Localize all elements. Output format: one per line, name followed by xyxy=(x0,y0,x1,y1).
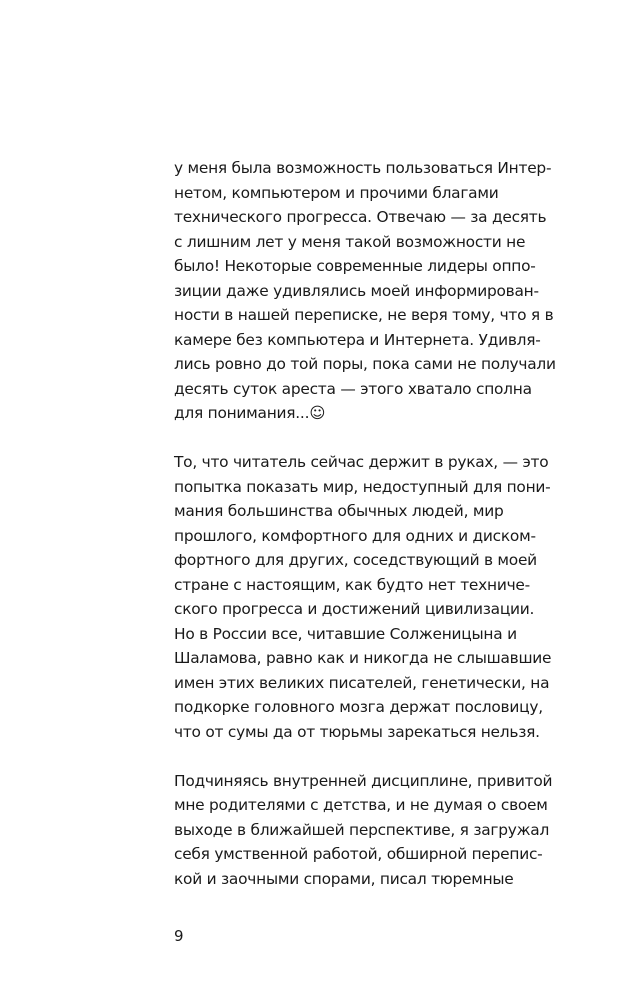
text-line: выходе в ближайшей перспективе, я загружал xyxy=(174,820,550,839)
paragraph xyxy=(174,156,574,426)
text-line: прошлого, комфортного для одних и диском- xyxy=(174,526,536,545)
text-line: фортного для других, соседствующий в моей xyxy=(174,551,537,569)
text-line: кой и заочными спорами, писал тюремные xyxy=(174,869,514,888)
text-line: имен этих великих писателей, генетически, на xyxy=(174,673,550,692)
text-line: Но в России все, читавшие Солженицына и xyxy=(174,624,517,643)
text-line: ности в нашей переписке, не веря тому, что я в xyxy=(174,306,554,324)
text-line: ского прогресса и достижений цивилизации. xyxy=(174,600,535,618)
text-line: с лишним лет у меня такой возможности не xyxy=(174,232,526,251)
text-line: То, что читатель сейчас держит в руках, — это xyxy=(174,453,549,471)
paragraph xyxy=(174,769,574,892)
text-line: десять суток ареста — этого хватало сполна xyxy=(174,379,532,398)
text-line: стране с настоящим, как будто нет техниче- xyxy=(174,575,530,594)
text-line: Шаламова, равно как и никогда не слышавшие xyxy=(174,649,552,667)
text-line: для понимания...☺ xyxy=(174,404,326,422)
text-line: Подчиняясь внутренней дисциплине, привитой xyxy=(174,771,553,790)
body-text xyxy=(174,156,574,891)
text-line: зиции даже удивлялись моей информирован- xyxy=(174,281,539,300)
text-line: было! Некоторые современные лидеры оппо- xyxy=(174,257,536,275)
text-line: технического прогресса. Отвечаю — за десять xyxy=(174,208,547,226)
text-line: мне родителями с детства, и не думая о своем xyxy=(174,796,548,814)
text-line: подкорке головного мозга держат пословицу, xyxy=(174,698,543,716)
paragraph xyxy=(174,450,574,744)
text-line: мания большинства обычных людей, мир xyxy=(174,502,504,520)
text-line: у меня была возможность пользоваться Интер- xyxy=(174,159,552,177)
paragraph-gap xyxy=(174,744,574,769)
text-line: что от сумы да от тюрьмы зарекаться нельзя. xyxy=(174,722,540,741)
text-line: лись ровно до той поры, пока сами не получали xyxy=(174,355,556,373)
text-line: камере без компьютера и Интернета. Удивля- xyxy=(174,330,541,349)
text-line: себя умственной работой, обширной перепис- xyxy=(174,845,543,863)
text-line: попытка показать мир, недоступный для пони- xyxy=(174,477,551,496)
paragraph-gap xyxy=(174,426,574,451)
text-line: нетом, компьютером и прочими благами xyxy=(174,183,499,202)
page-number: 9 xyxy=(174,927,184,945)
